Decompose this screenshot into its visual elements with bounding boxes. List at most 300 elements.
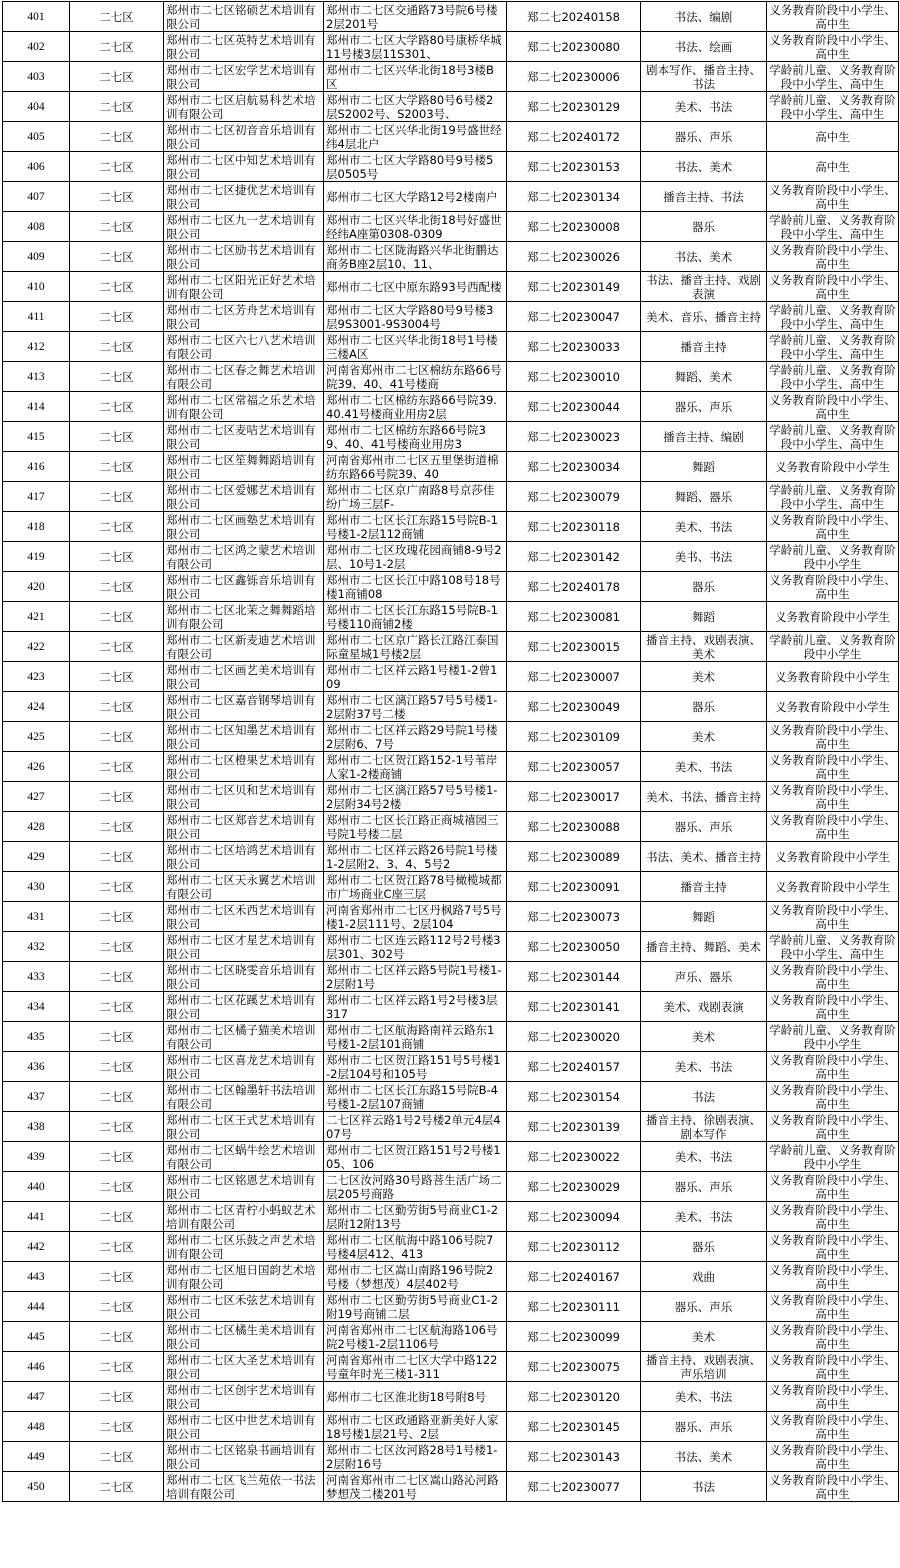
district-cell — [70, 572, 164, 602]
address-cell-text: 郑州市二七区中原东路93号西配楼 — [326, 279, 502, 294]
audience-cell — [767, 152, 899, 182]
institution-name-cell — [164, 662, 324, 692]
district-cell-text: 二七区 — [99, 399, 134, 414]
license-number-cell-text: 郑二七20230010 — [526, 369, 621, 384]
subjects-cell — [641, 512, 767, 542]
address-cell-text: 郑州市二七区长江中路108号18号楼1商铺08 — [326, 572, 501, 601]
license-number-cell — [507, 512, 641, 542]
subjects-cell-text: 器乐 — [692, 579, 715, 594]
audience-cell-text: 高中生 — [815, 129, 850, 144]
address-cell-text: 河南省郑州市二七区大学中路122号童年时光三楼1-311 — [326, 1352, 498, 1381]
row-number — [3, 662, 70, 692]
license-number-cell-text: 郑二七20230079 — [526, 489, 621, 504]
license-number-cell — [507, 1442, 641, 1472]
institution-name-cell-text: 郑州市二七区创宇艺术培训有限公司 — [166, 1382, 316, 1411]
license-number-cell — [507, 152, 641, 182]
district-cell-text: 二七区 — [99, 219, 134, 234]
address-cell-text: 郑州市二七区大学路80号康桥华城11号楼3层11S301、 — [326, 32, 502, 61]
audience-cell-text: 义务教育阶段中小学生、高中生 — [769, 32, 896, 61]
table-row — [3, 662, 899, 692]
address-cell — [324, 212, 507, 242]
institution-name-cell — [164, 1142, 324, 1172]
row-number-text: 416 — [27, 460, 45, 473]
address-cell-text: 郑州市二七区兴华北街18号好盛世经纬A座第0308-0309 — [326, 212, 502, 241]
table-row — [3, 992, 899, 1022]
audience-cell — [767, 662, 899, 692]
audience-cell — [767, 482, 899, 512]
institution-name-cell-text: 郑州市二七区天永翼艺术培训有限公司 — [166, 872, 316, 901]
subjects-cell-text: 器乐、声乐 — [674, 1419, 733, 1434]
district-cell — [70, 182, 164, 212]
license-number-cell — [507, 92, 641, 122]
institution-name-cell — [164, 1052, 324, 1082]
audience-cell — [767, 842, 899, 872]
audience-cell-text: 义务教育阶段中小学生、高中生 — [769, 812, 896, 841]
address-cell — [324, 2, 507, 32]
table-row — [3, 182, 899, 212]
district-cell-text: 二七区 — [99, 1269, 134, 1284]
row-number-text: 420 — [27, 580, 45, 593]
subjects-cell-text: 书法、编剧 — [674, 9, 733, 24]
audience-cell-text: 义务教育阶段中小学生 — [775, 879, 890, 894]
audience-cell-text: 学龄前儿童、义务教育阶段中小学生、高中生 — [769, 62, 896, 91]
audience-cell — [767, 962, 899, 992]
institution-name-cell-text: 郑州市二七区铭泉书画培训有限公司 — [166, 1442, 316, 1471]
license-number-cell — [507, 1052, 641, 1082]
address-cell-text: 郑州市二七区祥云路5号院1号楼1-2层附1号 — [326, 962, 502, 991]
audience-cell — [767, 1052, 899, 1082]
audience-cell — [767, 722, 899, 752]
institution-name-cell-text: 郑州市二七区北茉之舞舞蹈培训有限公司 — [166, 602, 316, 631]
license-number-cell-text: 郑二七20240178 — [526, 579, 621, 594]
audience-cell — [767, 1022, 899, 1052]
audience-cell-text: 义务教育阶段中小学生、高中生 — [769, 272, 896, 301]
table-row — [3, 1412, 899, 1442]
audience-cell — [767, 1172, 899, 1202]
institution-name-cell-text: 郑州市二七区知墨艺术培训有限公司 — [166, 722, 316, 751]
license-number-cell-text: 郑二七20230015 — [526, 639, 621, 654]
subjects-cell-text: 美术、书法 — [674, 1209, 733, 1224]
row-number-text: 442 — [27, 1240, 45, 1253]
address-cell-text: 郑州市二七区贺江路152-1号苇岸人家1-2楼商铺 — [326, 752, 498, 781]
address-cell-text: 郑州市二七区淮北街18号附8号 — [326, 1389, 486, 1404]
audience-cell-text: 义务教育阶段中小学生、高中生 — [769, 902, 896, 931]
audience-cell-text: 义务教育阶段中小学生、高中生 — [769, 1472, 896, 1501]
subjects-cell-text: 播音主持、舞蹈、美术 — [646, 939, 761, 954]
address-cell — [324, 512, 507, 542]
address-cell-text: 郑州市二七区长江路正商城禧园三号院1号楼二层 — [326, 812, 499, 841]
district-cell-text: 二七区 — [99, 1209, 134, 1224]
row-number-text: 426 — [27, 760, 45, 773]
table-row — [3, 842, 899, 872]
address-cell-text: 郑州市二七区大学路80号6号楼2层S2002号、S2003号、 — [326, 92, 494, 121]
audience-cell-text: 学龄前儿童、义务教育阶段中小学生、高中生 — [769, 482, 896, 511]
subjects-cell — [641, 1262, 767, 1292]
institution-name-cell-text: 郑州市二七区捷优艺术培训有限公司 — [166, 182, 316, 211]
district-cell-text: 二七区 — [99, 819, 134, 834]
institution-name-cell — [164, 1352, 324, 1382]
license-number-cell-text: 郑二七20230023 — [526, 429, 621, 444]
address-cell — [324, 62, 507, 92]
institution-name-cell-text: 郑州市二七区宏学艺术培训有限公司 — [166, 62, 316, 91]
audience-cell — [767, 62, 899, 92]
row-number — [3, 212, 70, 242]
row-number-text: 402 — [27, 40, 45, 53]
row-number — [3, 542, 70, 572]
audience-cell-text: 义务教育阶段中小学生、高中生 — [769, 1412, 896, 1441]
license-number-cell — [507, 302, 641, 332]
subjects-cell-text: 美术、音乐、播音主持 — [646, 309, 761, 324]
institution-name-cell-text: 郑州市二七区旭日国韵艺术培训有限公司 — [166, 1262, 316, 1291]
institution-name-cell — [164, 62, 324, 92]
address-cell-text: 郑州市二七区政通路亚新美好人家18号楼1层21号、2层 — [326, 1412, 499, 1441]
row-number — [3, 932, 70, 962]
audience-cell — [767, 1472, 899, 1502]
institution-name-cell-text: 郑州市二七区画艺美术培训有限公司 — [166, 662, 316, 691]
table-row — [3, 872, 899, 902]
district-cell — [70, 482, 164, 512]
subjects-cell-text: 器乐 — [692, 699, 715, 714]
table-row — [3, 1112, 899, 1142]
document-page — [0, 1, 900, 1568]
audience-cell — [767, 2, 899, 32]
row-number-text: 418 — [27, 520, 45, 533]
address-cell-text: 郑州市二七区漓江路57号5号楼1-2层附37号二楼 — [326, 692, 498, 721]
row-number — [3, 362, 70, 392]
license-number-cell — [507, 1322, 641, 1352]
license-number-cell-text: 郑二七20230081 — [526, 609, 621, 624]
table-row — [3, 272, 899, 302]
license-number-cell-text: 郑二七20230141 — [526, 999, 621, 1014]
institution-name-cell-text: 郑州市二七区中知艺术培训有限公司 — [166, 152, 316, 181]
district-cell-text: 二七区 — [99, 759, 134, 774]
table-row — [3, 122, 899, 152]
license-number-cell — [507, 62, 641, 92]
subjects-cell — [641, 152, 767, 182]
license-number-cell-text: 郑二七20230129 — [526, 99, 621, 114]
table-row — [3, 1382, 899, 1412]
row-number — [3, 1412, 70, 1442]
audience-cell — [767, 212, 899, 242]
subjects-cell-text: 播音主持 — [680, 879, 727, 894]
institution-name-cell — [164, 1172, 324, 1202]
institution-name-cell-text: 郑州市二七区橘子猫美术培训有限公司 — [166, 1022, 316, 1051]
audience-cell — [767, 692, 899, 722]
institution-name-cell-text: 郑州市二七区中世艺术培训有限公司 — [166, 1412, 316, 1441]
institution-name-cell-text: 郑州市二七区禾西艺术培训有限公司 — [166, 902, 316, 931]
row-number — [3, 1352, 70, 1382]
audience-cell — [767, 332, 899, 362]
audience-cell — [767, 422, 899, 452]
institution-name-cell-text: 郑州市二七区励书艺术培训有限公司 — [166, 242, 316, 271]
subjects-cell — [641, 692, 767, 722]
license-number-cell — [507, 272, 641, 302]
license-number-cell-text: 郑二七20230120 — [526, 1389, 621, 1404]
audience-cell-text: 义务教育阶段中小学生、高中生 — [769, 182, 896, 211]
table-row — [3, 422, 899, 452]
subjects-cell — [641, 1292, 767, 1322]
institution-name-cell-text: 郑州市二七区铭恩艺术培训有限公司 — [166, 1172, 316, 1201]
license-number-cell-text: 郑二七20230080 — [526, 39, 621, 54]
audience-cell-text: 学龄前儿童、义务教育阶段中小学生 — [769, 1142, 896, 1171]
row-number-text: 405 — [27, 130, 45, 143]
institution-name-cell — [164, 692, 324, 722]
audience-cell — [767, 1082, 899, 1112]
audience-cell — [767, 932, 899, 962]
license-number-cell — [507, 392, 641, 422]
subjects-cell — [641, 842, 767, 872]
license-number-cell-text: 郑二七20230017 — [526, 789, 621, 804]
row-number — [3, 1142, 70, 1172]
address-cell — [324, 602, 507, 632]
license-number-cell-text: 郑二七20230153 — [526, 159, 621, 174]
institution-name-cell — [164, 1472, 324, 1502]
institution-name-cell — [164, 1292, 324, 1322]
district-cell — [70, 752, 164, 782]
table-row — [3, 1202, 899, 1232]
audience-cell-text: 学龄前儿童、义务教育阶段中小学生 — [769, 542, 896, 571]
district-cell — [70, 722, 164, 752]
row-number — [3, 1202, 70, 1232]
license-number-cell-text: 郑二七20240172 — [526, 129, 621, 144]
institution-name-cell-text: 郑州市二七区九一艺术培训有限公司 — [166, 212, 316, 241]
subjects-cell — [641, 242, 767, 272]
audience-cell — [767, 392, 899, 422]
address-cell — [324, 1202, 507, 1232]
address-cell — [324, 1382, 507, 1412]
district-cell — [70, 782, 164, 812]
subjects-cell-text: 书法、绘画 — [674, 39, 733, 54]
row-number — [3, 812, 70, 842]
subjects-cell — [641, 1322, 767, 1352]
license-number-cell-text: 郑二七20230049 — [526, 699, 621, 714]
license-number-cell-text: 郑二七20230099 — [526, 1329, 621, 1344]
institution-name-cell — [164, 1202, 324, 1232]
license-number-cell-text: 郑二七20230094 — [526, 1209, 621, 1224]
row-number — [3, 962, 70, 992]
institution-name-cell-text: 郑州市二七区春之舞艺术培训有限公司 — [166, 362, 316, 391]
license-number-cell-text: 郑二七20230111 — [526, 1299, 621, 1314]
row-number-text: 447 — [27, 1390, 45, 1403]
subjects-cell — [641, 1022, 767, 1052]
license-number-cell — [507, 1172, 641, 1202]
district-cell — [70, 902, 164, 932]
row-number — [3, 1262, 70, 1292]
district-cell-text: 二七区 — [99, 9, 134, 24]
license-number-cell — [507, 632, 641, 662]
district-cell — [70, 302, 164, 332]
license-number-cell — [507, 422, 641, 452]
district-cell-text: 二七区 — [99, 99, 134, 114]
district-cell — [70, 512, 164, 542]
institution-name-cell — [164, 1232, 324, 1262]
subjects-cell-text: 播音主持 — [680, 339, 727, 354]
table-row — [3, 932, 899, 962]
address-cell-text: 郑州市二七区棉纺东路66号院39、40、41号楼商业用房3 — [326, 422, 486, 451]
institution-name-cell — [164, 572, 324, 602]
subjects-cell — [641, 662, 767, 692]
institution-name-cell-text: 郑州市二七区禾弦艺术培训有限公司 — [166, 1292, 316, 1321]
district-cell — [70, 692, 164, 722]
table-row — [3, 1292, 899, 1322]
district-cell-text: 二七区 — [99, 879, 134, 894]
audience-cell — [767, 752, 899, 782]
institution-name-cell — [164, 152, 324, 182]
address-cell-text: 河南省郑州市二七区五里堡街道棉纺东路66号院39、40 — [326, 452, 499, 481]
subjects-cell-text: 戏曲 — [692, 1269, 715, 1284]
license-number-cell-text: 郑二七20230075 — [526, 1359, 621, 1374]
table-row — [3, 962, 899, 992]
license-number-cell — [507, 662, 641, 692]
address-cell — [324, 1412, 507, 1442]
institution-name-cell-text: 郑州市二七区飞兰苑依一书法培训有限公司 — [166, 1472, 316, 1501]
license-number-cell — [507, 782, 641, 812]
row-number-text: 409 — [27, 250, 45, 263]
row-number-text: 428 — [27, 820, 45, 833]
audience-cell — [767, 1412, 899, 1442]
address-cell — [324, 1352, 507, 1382]
address-cell — [324, 422, 507, 452]
license-number-cell-text: 郑二七20230144 — [526, 969, 621, 984]
license-number-cell-text: 郑二七20230142 — [526, 549, 621, 564]
table-row — [3, 902, 899, 932]
address-cell — [324, 842, 507, 872]
subjects-cell — [641, 1052, 767, 1082]
district-cell-text: 二七区 — [99, 1329, 134, 1344]
address-cell — [324, 1142, 507, 1172]
institution-name-cell-text: 郑州市二七区初音音乐培训有限公司 — [166, 122, 316, 151]
institution-name-cell-text: 郑州市二七区启航易科艺术培训有限公司 — [166, 92, 316, 121]
district-cell-text: 二七区 — [99, 729, 134, 744]
subjects-cell-text: 美术、书法 — [674, 519, 733, 534]
address-cell — [324, 242, 507, 272]
audience-cell — [767, 812, 899, 842]
district-cell — [70, 872, 164, 902]
row-number — [3, 992, 70, 1022]
license-number-cell — [507, 1022, 641, 1052]
table-row — [3, 632, 899, 662]
district-cell — [70, 842, 164, 872]
license-number-cell-text: 郑二七20230073 — [526, 909, 621, 924]
license-number-cell — [507, 1202, 641, 1232]
subjects-cell-text: 美术、戏剧表演 — [663, 999, 744, 1014]
district-cell — [70, 242, 164, 272]
district-cell-text: 二七区 — [99, 129, 134, 144]
subjects-cell-text: 美术、书法 — [674, 1389, 733, 1404]
institution-name-cell-text: 郑州市二七区阳光正好艺术培训有限公司 — [166, 272, 316, 301]
institution-name-cell — [164, 92, 324, 122]
row-number — [3, 602, 70, 632]
institution-name-cell — [164, 392, 324, 422]
district-cell-text: 二七区 — [99, 999, 134, 1014]
address-cell — [324, 92, 507, 122]
address-cell — [324, 1322, 507, 1352]
subjects-cell — [641, 812, 767, 842]
subjects-cell — [641, 1352, 767, 1382]
license-number-cell-text: 郑二七20230026 — [526, 249, 621, 264]
table-row — [3, 572, 899, 602]
district-cell-text: 二七区 — [99, 519, 134, 534]
address-cell-text: 郑州市二七区贺江路78号橄榄城都市广场商业C座三层 — [326, 872, 502, 901]
institution-name-cell-text: 郑州市二七区麦咭艺术培训有限公司 — [166, 422, 316, 451]
license-number-cell-text: 郑二七20230134 — [526, 189, 621, 204]
table-row — [3, 302, 899, 332]
address-cell-text: 郑州市二七区航海中路106号院7号楼4层412、413 — [326, 1232, 494, 1261]
row-number-text: 440 — [27, 1180, 45, 1193]
row-number-text: 449 — [27, 1450, 45, 1463]
row-number-text: 429 — [27, 850, 45, 863]
subjects-cell — [641, 902, 767, 932]
license-number-cell — [507, 572, 641, 602]
district-cell — [70, 932, 164, 962]
address-cell — [324, 872, 507, 902]
subjects-cell-text: 舞蹈 — [692, 459, 715, 474]
row-number — [3, 1052, 70, 1082]
address-cell-text: 郑州市二七区兴华北街18号1号楼三楼A区 — [326, 332, 498, 361]
district-cell — [70, 1472, 164, 1502]
license-number-cell — [507, 902, 641, 932]
district-cell — [70, 662, 164, 692]
audience-cell — [767, 992, 899, 1022]
address-cell-text: 郑州市二七区大学路12号2楼南户 — [326, 189, 498, 204]
district-cell — [70, 1262, 164, 1292]
audience-cell — [767, 1202, 899, 1232]
subjects-cell-text: 舞蹈、器乐 — [674, 489, 733, 504]
institution-name-cell-text: 郑州市二七区花蹊艺术培训有限公司 — [166, 992, 316, 1021]
license-number-cell-text: 郑二七20230007 — [526, 669, 621, 684]
address-cell — [324, 1022, 507, 1052]
address-cell — [324, 632, 507, 662]
subjects-cell-text: 剧本写作、播音主持、书法 — [646, 62, 761, 91]
institution-name-cell — [164, 332, 324, 362]
district-cell-text: 二七区 — [99, 639, 134, 654]
table-row — [3, 1232, 899, 1262]
subjects-cell-text: 书法、美术 — [674, 1449, 733, 1464]
subjects-cell — [641, 1232, 767, 1262]
license-number-cell-text: 郑二七20230050 — [526, 939, 621, 954]
subjects-cell-text: 美术 — [692, 669, 715, 684]
audience-cell-text: 义务教育阶段中小学生、高中生 — [769, 992, 896, 1021]
row-number — [3, 32, 70, 62]
row-number-text: 434 — [27, 1000, 45, 1013]
row-number-text: 435 — [27, 1030, 45, 1043]
subjects-cell — [641, 32, 767, 62]
table-row — [3, 482, 899, 512]
subjects-cell — [641, 1472, 767, 1502]
license-number-cell — [507, 32, 641, 62]
subjects-cell — [641, 1382, 767, 1412]
district-cell — [70, 962, 164, 992]
audience-cell-text: 义务教育阶段中小学生、高中生 — [769, 1112, 896, 1141]
audience-cell-text: 义务教育阶段中小学生、高中生 — [769, 512, 896, 541]
address-cell — [324, 722, 507, 752]
institution-name-cell-text: 郑州市二七区新麦迪艺术培训有限公司 — [166, 632, 316, 661]
institution-table — [2, 1, 899, 1502]
table-row — [3, 1082, 899, 1112]
address-cell-text: 河南省郑州市二七区棉纺东路66号院39、40、41号楼商 — [326, 362, 502, 391]
audience-cell — [767, 632, 899, 662]
subjects-cell — [641, 752, 767, 782]
address-cell-text: 郑州市二七区棉纺东路66号院39.40.41号楼商业用房2层 — [326, 392, 497, 421]
subjects-cell-text: 声乐、器乐 — [674, 969, 733, 984]
address-cell-text: 郑州市二七区长江东路15号院B-1号楼110商铺2楼 — [326, 602, 498, 631]
audience-cell — [767, 1352, 899, 1382]
district-cell-text: 二七区 — [99, 1089, 134, 1104]
row-number — [3, 722, 70, 752]
address-cell — [324, 1172, 507, 1202]
subjects-cell — [641, 272, 767, 302]
audience-cell — [767, 1112, 899, 1142]
